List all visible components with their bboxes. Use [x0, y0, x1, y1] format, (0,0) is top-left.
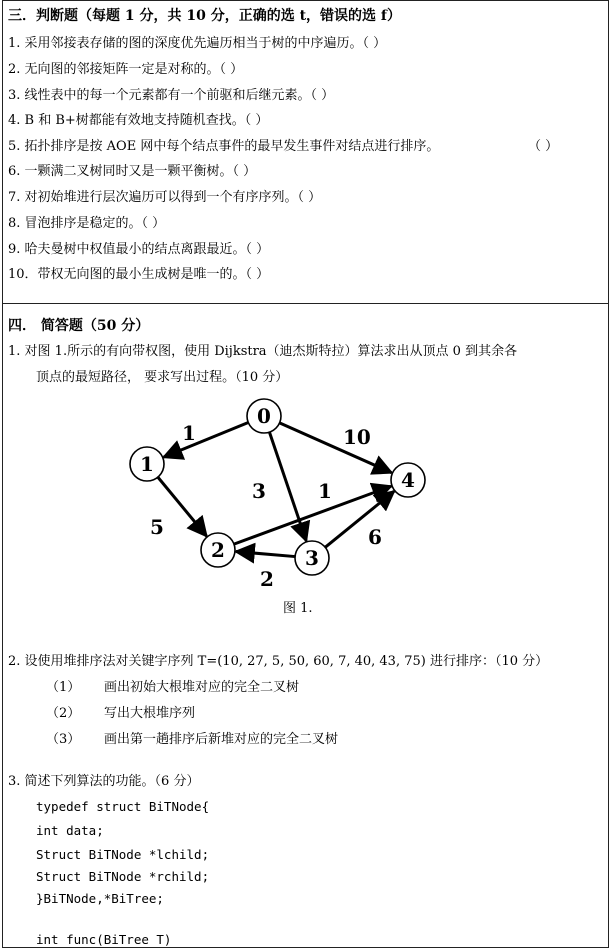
q2-sub-1-num: （1） — [46, 680, 81, 695]
graph-node-label-4: 4 — [401, 468, 415, 492]
q2-line: 2. 设使用堆排序法对关键字序列 T=(10, 27, 5, 50, 60, 7, 40, 43, 75) 进行排序：（10 分） — [8, 654, 549, 669]
judge-item-9: 9. 哈夫曼树中权值最小的结点离跟最近。（ ） — [8, 242, 270, 257]
judge-item-8: 8. 冒泡排序是稳定的。（ ） — [8, 216, 166, 231]
graph-node-label-1: 1 — [140, 452, 154, 476]
code-line-2: int data; — [36, 823, 104, 838]
code-line-4: Struct BiTNode *rchild; — [36, 869, 210, 884]
graph-edge-0-1 — [164, 422, 249, 457]
graph-edge-1-2 — [158, 477, 207, 536]
judge-item-7: 7. 对初始堆进行层次遍历可以得到一个有序序列。（ ） — [8, 190, 322, 205]
edge-weight-0-1: 1 — [182, 421, 196, 445]
edge-weight-1-2: 5 — [150, 515, 164, 539]
section4-title: 四． 简答题（50 分） — [8, 318, 150, 334]
q2-sub-1-text: 画出初始大根堆对应的完全二叉树 — [104, 680, 300, 695]
code-line-1: typedef struct BiTNode{ — [36, 799, 210, 814]
graph-edge-3-2 — [236, 552, 295, 557]
q2-sub-3-num: （3） — [46, 732, 81, 747]
q1-line-1: 1. 对图 1.所示的有向带权图，使用 Dijkstra（迪杰斯特拉）算法求出从顶点 0 到其余各 — [8, 344, 518, 359]
graph-node-label-3: 3 — [305, 546, 319, 570]
judge-item-4: 4. B 和 B+树都能有效地支持随机查找。（ ） — [8, 113, 269, 128]
edge-weight-2-4: 1 — [318, 479, 332, 503]
directed-graph-figure — [120, 392, 450, 602]
q2-sub-2-text: 写出大根堆序列 — [104, 706, 196, 721]
judge-item-1: 1. 采用邻接表存储的图的深度优先遍历相当于树的中序遍历。（ ） — [8, 36, 387, 51]
edge-weight-3-4: 6 — [368, 525, 382, 549]
judge-item-2: 2. 无向图的邻接矩阵一定是对称的。（ ） — [8, 62, 244, 77]
graph-node-label-0: 0 — [257, 404, 271, 428]
edge-weight-0-4: 10 — [343, 425, 371, 449]
judge-item-3: 3. 线性表中的每一个元素都有一个前驱和后继元素。（ ） — [8, 88, 335, 103]
q2-sub-2-num: （2） — [46, 706, 81, 721]
graph-node-label-2: 2 — [211, 538, 225, 562]
q3-line: 3. 简述下列算法的功能。（6 分） — [8, 774, 200, 789]
top-rule — [2, 0, 609, 1]
edge-weight-0-3: 3 — [252, 479, 266, 503]
judge-item-5-paren: （ ） — [528, 139, 559, 154]
judge-item-6: 6. 一颗满二叉树同时又是一颗平衡树。（ ） — [8, 164, 257, 179]
section-divider — [2, 303, 609, 304]
graph-edge-3-4 — [325, 491, 394, 547]
section3-title: 三．判断题（每题 1 分，共 10 分，正确的选 t，错误的选 f） — [8, 8, 401, 24]
judge-item-5: 5. 拓扑排序是按 AOE 网中每个结点事件的最早发生事件对结点进行排序。 — [8, 139, 440, 154]
code-line-3: Struct BiTNode *lchild; — [36, 847, 210, 862]
q2-sub-3-text: 画出第一趟排序后新堆对应的完全二叉树 — [104, 732, 339, 747]
q1-line-2: 顶点的最短路径， 要求写出过程。（10 分） — [36, 370, 289, 385]
code-line-5: }BiTNode,*BiTree; — [36, 891, 164, 906]
code-line-7: int func(BiTree T) — [36, 932, 172, 947]
judge-item-10: 10．带权无向图的最小生成树是唯一的。（ ） — [8, 267, 270, 282]
graph-edge-0-4 — [280, 423, 392, 473]
figure-caption: 图 1. — [283, 601, 313, 616]
edge-weight-3-2: 2 — [260, 567, 274, 591]
